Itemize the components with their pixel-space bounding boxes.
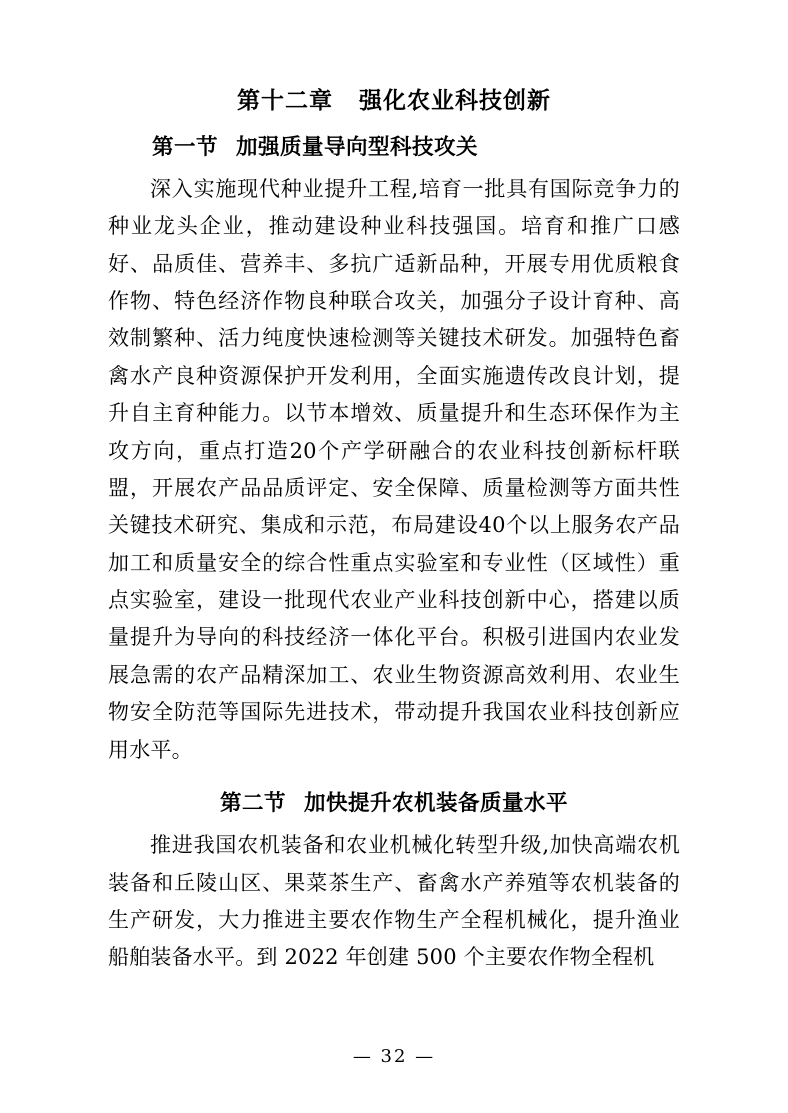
paragraph-1: 深入实施现代种业提升工程,培育一批具有国际竞争力的种业龙头企业，推动建设种业科技强国。培育和推广口感好、品质佳、营养丰、多抗广适新品种，开展专用优质粮食作物、特色经济作物良种联合攻关，加强分子设计育种、高效制繁种、活力纯度快速检测等关键技术研发。加强特色畜禽水产良种资源保护开发利用，全面实施遗传改良计划，提升自主育种能力。以节本增效、质量提升和生态环保作为主攻方向，重点打造20个产学研融合的农业科技创新标杆联盟，开展农产品品质评定、安全保障、质量检测等方面共性关键技术研究、集成和示范，布局建设40个以上服务农产品加工和质量安全的综合性重点实验室和专业性（区域性）重点实验室，建设一批现代农业产业科技创新中心，搭建以质量提升为导向的科技经济一体化平台。积极引进国内农业发展急需的农产品精深加工、农业生物资源高效利用、农业生物安全防范等国际先进技术，带动提升我国农业科技创新应用水平。 (108, 176, 680, 762)
chapter-title-text: 强化农业科技创新 (359, 87, 551, 114)
section-number-1: 第一节 (152, 134, 219, 160)
section-number-2: 第二节 (219, 790, 286, 816)
section-title-text-2: 加快提升农机装备质量水平 (304, 790, 569, 816)
section-heading-2 (108, 787, 680, 821)
section-heading-1 (108, 131, 680, 165)
chapter-number: 第十二章 (237, 87, 333, 114)
paragraph-2: 推进我国农机装备和农业机械化转型升级,加快高端农机装备和丘陵山区、果菜茶生产、畜禽水产养殖等农机装备的生产研发，大力推进主要农作物生产全程机械化，提升渔业船舶装备水平。到 2022 年创建 500 个主要农作物全程机 (108, 833, 680, 970)
page-content (108, 84, 680, 979)
chapter-heading (108, 84, 680, 119)
page-number: — 32 — (352, 1046, 436, 1067)
section-title-text-1: 加强质量导向型科技攻关 (236, 134, 479, 160)
